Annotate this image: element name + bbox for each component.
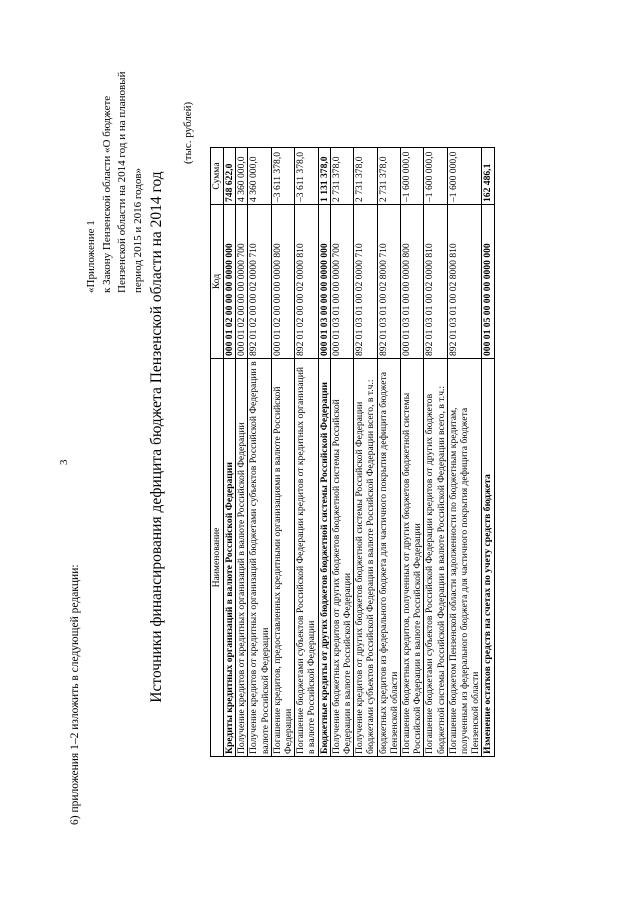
- row-code-cell: 000 01 03 01 00 00 0000 800: [401, 205, 424, 359]
- table-row: [482, 148, 494, 757]
- row-name-cell: Получение кредитов от кредитных организаций в валюте Российской Федерации: [236, 359, 248, 757]
- row-sum-cell: 4 360 000,0: [236, 148, 248, 205]
- row-name-cell: Получение бюджетных кредитов от других бюджетов бюджетной системы Российской Федерации в валюте Российской Федерации: [330, 359, 353, 757]
- row-code-cell: 000 01 02 00 00 00 0000 800: [271, 205, 294, 359]
- row-name-cell: Кредиты кредитных организаций в валюте Российской Федерации: [224, 359, 236, 757]
- row-sum-cell: 4 360 000,0: [248, 148, 271, 205]
- row-name-cell: Получение кредитов от кредитных организаций бюджетами субъектов Российской Федерации в валюте Российской Федерации: [248, 359, 271, 757]
- row-name-cell: Погашение бюджетами субъектов Российской Федерации кредитов от кредитных организаций в валюте Российской Федерации: [295, 359, 318, 757]
- units-label: (тыс. рублей): [182, 101, 194, 164]
- row-sum-cell: 748 622,0: [224, 148, 236, 205]
- row-code-cell: 892 01 03 01 00 02 0000 710: [354, 205, 377, 359]
- document-title: Источники финансирования дефицита бюджета Пензенской области на 2014 год: [148, 171, 165, 703]
- row-code-cell: 000 01 05 00 00 00 0000 000: [482, 205, 494, 359]
- table-row: [424, 148, 447, 757]
- appendix-line: «Приложение 1: [85, 220, 97, 293]
- row-code-cell: 892 01 03 01 00 02 8000 810: [447, 205, 482, 359]
- financing-sources-table: [210, 147, 495, 757]
- table-row: [330, 148, 353, 757]
- row-sum-cell: –3 611 378,0: [271, 148, 294, 205]
- row-code-cell: 000 01 02 00 00 00 0000 000: [224, 205, 236, 359]
- row-name-cell: Погашение бюджетами субъектов Российской Федерации кредитов от других бюджетов бюджетной системы Российской Федерации в валюте Российской Федерации всего, в т.ч.:: [424, 359, 447, 757]
- table-row: [401, 148, 424, 757]
- row-code-cell: 000 01 03 00 00 00 0000 000: [318, 205, 330, 359]
- row-code-cell: 000 01 02 00 00 00 0000 700: [236, 205, 248, 359]
- table-row: [236, 148, 248, 757]
- table-row: [377, 148, 400, 757]
- intro-paragraph: 6) приложения 1–2 изложить в следующей редакции:: [69, 564, 81, 825]
- appendix-line: к Закону Пензенской области «О бюджете: [100, 95, 113, 293]
- appendix-line: период 2015 и 2016 годов»: [131, 167, 144, 293]
- row-sum-cell: –1 600 000,0: [424, 148, 447, 205]
- table-row: [354, 148, 377, 757]
- row-code-cell: 892 01 03 01 00 02 8000 710: [377, 205, 400, 359]
- row-name-cell: Погашение кредитов, предоставленных кредитными организациями в валюте Российской Федерации: [271, 359, 294, 757]
- table-row: [295, 148, 318, 757]
- row-sum-cell: –1 600 000,0: [447, 148, 482, 205]
- table-row: [248, 148, 271, 757]
- table-row: [271, 148, 294, 757]
- row-sum-cell: 2 731 378,0: [377, 148, 400, 205]
- table-row: [447, 148, 482, 757]
- row-sum-cell: –1 600 000,0: [401, 148, 424, 205]
- row-sum-cell: 2 731 378,0: [354, 148, 377, 205]
- appendix-line: Пензенской области на 2014 год и на плановый: [116, 71, 128, 293]
- page-number: 3: [58, 459, 70, 465]
- row-name-cell: Получение кредитов от других бюджетов бюджетной системы Российской Федерации бюджетами субъектов Российской Федерации в валюте Российской Федерации всего, в т.ч.:: [354, 359, 377, 757]
- row-code-cell: 892 01 02 00 00 02 0000 710: [248, 205, 271, 359]
- row-name-cell: Бюджетные кредиты от других бюджетов бюджетной системы Российской Федерации: [318, 359, 330, 757]
- row-sum-cell: –3 611 378,0: [295, 148, 318, 205]
- row-name-cell: Изменение остатков средств на счетах по учету средств бюджета: [482, 359, 494, 757]
- header-code: Код: [211, 205, 224, 359]
- table-row: [224, 148, 236, 757]
- row-name-cell: Погашение бюджетом Пензенской области задолженности по бюджетным кредитам, полученным из федерального бюджета для частичного покрытия дефицита бюджета Пензенской области: [447, 359, 482, 757]
- row-sum-cell: 1 131 378,0: [318, 148, 330, 205]
- row-name-cell: бюджетных кредитов из федерального бюджета для частичного покрытия дефицита бюджета Пензенской области: [377, 359, 400, 757]
- row-sum-cell: 2 731 378,0: [330, 148, 353, 205]
- appendix-heading: [84, 71, 146, 293]
- row-name-cell: Погашение бюджетных кредитов, полученных от других бюджетов бюджетной системы Российской Федерации в валюте Российской Федерации: [401, 359, 424, 757]
- header-sum: Сумма: [211, 148, 224, 205]
- row-code-cell: 892 01 02 00 00 02 0000 810: [295, 205, 318, 359]
- row-code-cell: 000 01 03 01 00 00 0000 700: [330, 205, 353, 359]
- row-sum-cell: 162 486,1: [482, 148, 494, 205]
- table-header-row: [211, 148, 224, 757]
- row-code-cell: 892 01 03 01 00 02 0000 810: [424, 205, 447, 359]
- header-name: Наименование: [211, 359, 224, 757]
- table-row: [318, 148, 330, 757]
- table-body: [224, 148, 495, 757]
